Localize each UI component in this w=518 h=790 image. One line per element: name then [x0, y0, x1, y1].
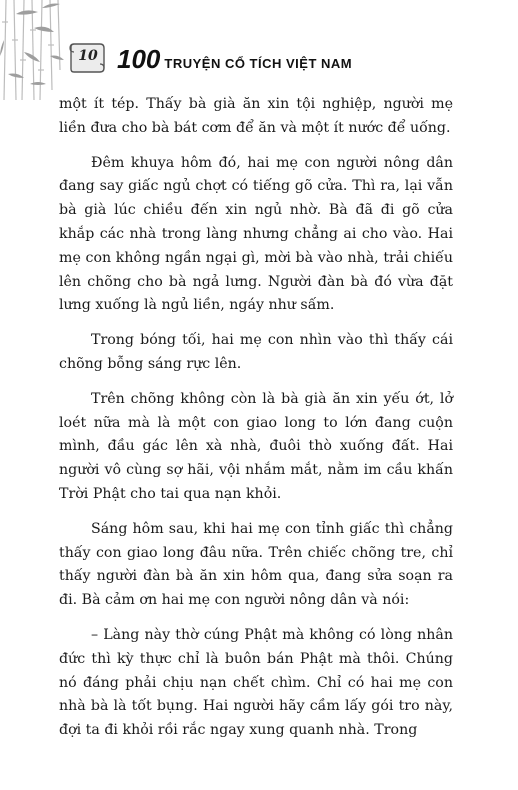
book-title-number: 100 [117, 44, 161, 74]
book-title-text: TRUYỆN CỔ TÍCH VIỆT NAM [164, 56, 353, 71]
page-header [0, 0, 518, 100]
paragraph: Trên chõng không còn là bà già ăn xin yếu ớt, lở loét nữa mà là một con giao long to lớn đang cuộn mình, đầu gác lên xà nhà, đuôi thò xuống đất. Hai người vô cùng sợ hãi, vội nhắm mắt, nằm im cầu khấn Trời Phật cho tai qua nạn khỏi. [59, 390, 453, 502]
paragraph: Sáng hôm sau, khi hai mẹ con tỉnh giấc thì chẳng thấy con giao long đâu nữa. Trên chiếc chõng tre, chỉ thấy người đàn bà ăn xin hôm qua, đang sửa soạn ra đi. Bà cảm ơn hai mẹ con người nông dân và nói: [59, 520, 453, 609]
paragraph: Đêm khuya hôm đó, hai mẹ con người nông dân đang say giấc ngủ chợt có tiếng gõ cửa. Thì ra, lại vẫn bà già lúc chiều đến xin ngủ nhờ. Bà đã đi gõ cửa khắp các nhà trong làng nhưng chẳng ai cho vào. Hai mẹ con không ngần ngại gì, mời bà vào nhà, trải chiếu lên chõng cho bà ngả lưng. Người đàn bà đó vừa đặt lưng xuống là ngủ liền, ngáy như sấm. [59, 154, 453, 314]
paragraph: – Làng này thờ cúng Phật mà không có lòng nhân đức thì kỳ thực chỉ là buôn bán Phật mà thôi. Chúng nó đáng phải chịu nạn chết chìm. Chỉ có hai mẹ con nhà bà là tốt bụng. Hai người hãy cầm lấy gói tro này, đợi ta đi khỏi rồi rắc ngay xung quanh nhà. Trong [59, 626, 453, 739]
book-title [117, 44, 352, 75]
paragraph: Trong bóng tối, hai mẹ con nhìn vào thì thấy cái chõng bỗng sáng rực lên. [59, 332, 453, 372]
page-body [59, 93, 453, 754]
page-number: 10 [78, 48, 98, 64]
paragraph: một ít tép. Thấy bà già ăn xin tội nghiệp, người mẹ liền đưa cho bà bát cơm để ăn và một ít nước để uống. [59, 96, 453, 136]
